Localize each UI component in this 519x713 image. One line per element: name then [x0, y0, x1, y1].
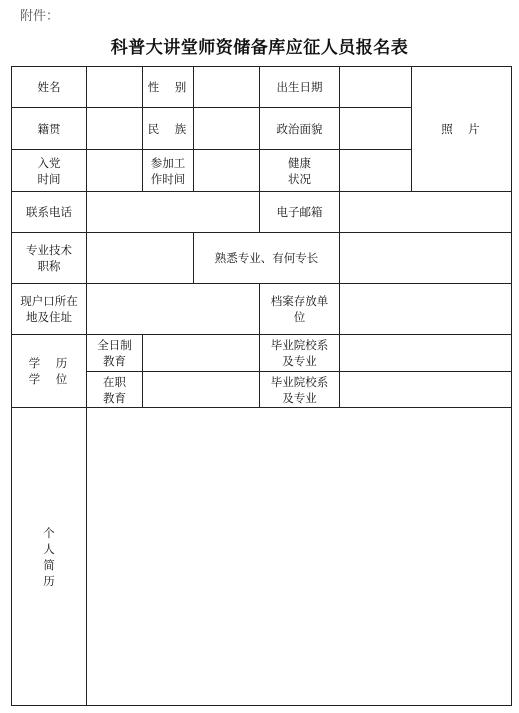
political-status-label: 政治面貌: [260, 108, 340, 150]
parttime-school-field[interactable]: [340, 372, 512, 408]
fulltime-degree-field[interactable]: [143, 335, 260, 372]
parttime-line2: 教育: [103, 390, 126, 405]
education-line2: 学 位: [28, 372, 70, 386]
party-join-time-field[interactable]: [87, 150, 143, 192]
name-label: 姓名: [12, 67, 87, 108]
archive-line1: 档案存放单: [270, 294, 329, 308]
registration-form-table: [11, 66, 512, 706]
email-label: 电子邮箱: [260, 192, 340, 233]
resume-field[interactable]: [87, 408, 512, 706]
education-label: [12, 335, 87, 408]
phone-field[interactable]: [87, 192, 260, 233]
residence-line2: 地及住址: [26, 310, 72, 324]
photo-cell[interactable]: [412, 67, 512, 192]
parttime-line1: 在职: [103, 374, 126, 389]
archive-field[interactable]: [340, 284, 512, 335]
title-rank-line1: 专业技术: [26, 243, 72, 257]
fulltime-line1: 全日制: [97, 338, 132, 352]
photo-label: 照 片: [441, 122, 482, 136]
residence-line1: 现户口所在: [20, 294, 78, 308]
work-start-time-line1: 参加工: [150, 155, 186, 170]
party-join-time-label: [12, 150, 87, 192]
native-place-label: 籍贯: [12, 108, 87, 150]
ethnicity-label: 民 族: [143, 108, 194, 150]
name-field[interactable]: [87, 67, 143, 108]
birth-date-label: 出生日期: [260, 67, 340, 108]
work-start-time-line2: 作时间: [150, 171, 186, 186]
parttime-school-line2: 及专业: [282, 390, 317, 405]
native-place-field[interactable]: [87, 108, 143, 150]
title-rank-line2: 职称: [37, 259, 61, 273]
party-join-time-line2: 时间: [37, 171, 61, 186]
resume-char-3: 简: [43, 557, 55, 572]
archive-line2: 位: [293, 310, 306, 324]
form-title: 科普大讲堂师资储备库应征人员报名表: [110, 38, 409, 58]
title-rank-label: [12, 233, 87, 284]
work-start-time-field[interactable]: [194, 150, 260, 192]
specialty-field[interactable]: [340, 233, 512, 284]
gender-field[interactable]: [194, 67, 260, 108]
phone-label: 联系电话: [12, 192, 87, 233]
email-field[interactable]: [340, 192, 512, 233]
fulltime-school-label: [260, 335, 340, 372]
fulltime-school-field[interactable]: [340, 335, 512, 372]
title-rank-field[interactable]: [87, 233, 194, 284]
education-line1: 学 历: [28, 356, 70, 370]
political-status-field[interactable]: [340, 108, 412, 150]
health-field[interactable]: [340, 150, 412, 192]
parttime-school-label: [260, 372, 340, 408]
health-line2: 状况: [288, 171, 311, 186]
attachment-label: 附件：: [20, 9, 60, 24]
fulltime-school-line2: 及专业: [282, 354, 317, 368]
ethnicity-field[interactable]: [194, 108, 260, 150]
health-label: [260, 150, 340, 192]
residence-label: [12, 284, 87, 335]
party-join-time-line1: 入党: [37, 155, 61, 170]
work-start-time-label: [143, 150, 194, 192]
resume-char-2: 人: [43, 541, 55, 556]
specialty-label: 熟悉专业、有何专长: [194, 233, 340, 284]
parttime-label: [87, 372, 143, 408]
fulltime-label: [87, 335, 143, 372]
fulltime-school-line1: 毕业院校系: [270, 338, 329, 352]
resume-char-1: 个: [43, 525, 55, 540]
health-line1: 健康: [288, 155, 311, 170]
archive-label: [260, 284, 340, 335]
parttime-degree-field[interactable]: [143, 372, 260, 408]
resume-label: [12, 408, 87, 706]
gender-label: 性 别: [143, 67, 194, 108]
parttime-school-line1: 毕业院校系: [270, 374, 329, 389]
birth-date-field[interactable]: [340, 67, 412, 108]
resume-char-4: 历: [43, 573, 55, 588]
fulltime-line2: 教育: [103, 354, 126, 368]
residence-field[interactable]: [87, 284, 260, 335]
